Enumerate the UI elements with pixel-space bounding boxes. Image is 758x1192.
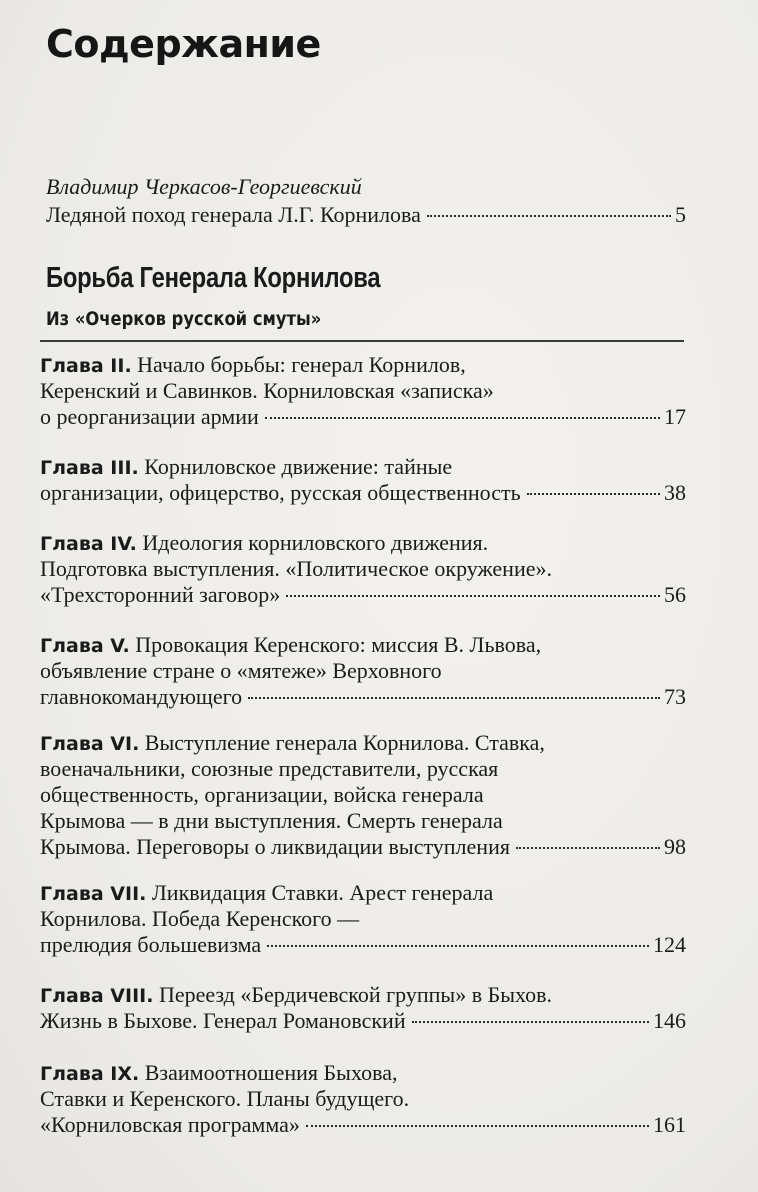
- chapter-label: Глава IV.: [40, 533, 137, 555]
- chapter-line: [40, 352, 686, 378]
- leader-dots: [306, 1125, 649, 1127]
- chapter-line: [40, 1112, 686, 1138]
- chapter-line: [40, 658, 686, 684]
- chapter-page-number: 124: [653, 932, 686, 957]
- intro-page-number: 5: [675, 202, 686, 227]
- chapter-line-text: [40, 880, 493, 905]
- chapter-title-text: Корниловское движение: тайные: [138, 454, 453, 479]
- chapter-page-number: 98: [664, 834, 686, 859]
- chapter-line-text: [40, 556, 552, 581]
- chapter-line: [40, 730, 686, 756]
- chapter-line: [40, 1086, 686, 1112]
- chapter-title-text: «Корниловская программа»: [40, 1112, 300, 1137]
- chapter-entry: [40, 632, 686, 710]
- chapter-label: Глава VIII.: [40, 985, 154, 1007]
- chapter-line-text: [40, 632, 541, 657]
- chapter-page-number: 146: [653, 1008, 686, 1033]
- chapter-title-text: Ставки и Керенского. Планы будущего.: [40, 1086, 410, 1111]
- chapter-title-text: общественность, организации, войска генерала: [40, 782, 484, 807]
- chapter-line: [40, 582, 686, 608]
- chapter-line: [40, 782, 686, 808]
- chapter-page-number: 73: [664, 684, 686, 709]
- chapter-line: [40, 684, 686, 710]
- chapter-title-text: прелюдия большевизма: [40, 932, 262, 957]
- chapter-label: Глава III.: [40, 457, 139, 479]
- chapter-title-text: Взаимоотношения Быхова,: [139, 1060, 398, 1085]
- chapter-line: [40, 1008, 686, 1034]
- chapter-entry: [40, 880, 686, 958]
- chapter-line-text: [40, 352, 466, 377]
- intro-author: Владимир Черкасов-Георгиевский: [46, 174, 362, 199]
- chapter-line: [40, 982, 686, 1008]
- chapter-line-text: [40, 1086, 409, 1111]
- chapter-title-text: Керенский и Савинков. Корниловская «записка»: [40, 378, 494, 403]
- chapter-line-text: [40, 404, 259, 430]
- chapter-line: [40, 556, 686, 582]
- chapter-line: [40, 530, 686, 556]
- chapter-line: [40, 632, 686, 658]
- chapter-page-number: 38: [664, 480, 686, 505]
- chapter-title-text: Ликвидация Ставки. Арест генерала: [146, 880, 494, 905]
- chapter-line-text: [40, 1112, 300, 1138]
- page-heading: Содержание: [46, 22, 321, 66]
- chapter-line: [40, 480, 686, 506]
- chapter-title-text: «Трехсторонний заговор»: [40, 582, 281, 607]
- chapter-title-text: объявление стране о «мятеже» Верховного: [40, 658, 442, 683]
- chapter-entry: [40, 982, 686, 1034]
- leader-dots: [427, 215, 671, 217]
- leader-dots: [248, 697, 660, 699]
- chapter-line-text: [40, 582, 280, 608]
- chapter-entry: [40, 730, 686, 860]
- chapter-line-text: [40, 756, 498, 781]
- chapter-title-text: Корнилова. Победа Керенского —: [40, 906, 360, 931]
- section-subtitle: Из «Очерков русской смуты»: [46, 308, 322, 330]
- intro-entry: [46, 202, 686, 228]
- chapter-line: [40, 454, 686, 480]
- chapter-line: [40, 834, 686, 860]
- chapter-title-text: Крымова. Переговоры о ликвидации выступления: [40, 834, 510, 859]
- chapter-line-text: [40, 932, 261, 958]
- chapter-title-text: организации, офицерство, русская общественность: [40, 480, 521, 505]
- chapter-line-text: [40, 906, 359, 931]
- chapter-line: [40, 880, 686, 906]
- leader-dots: [286, 595, 660, 597]
- chapter-line: [40, 756, 686, 782]
- leader-dots: [267, 945, 649, 947]
- chapter-label: Глава IX.: [40, 1063, 140, 1085]
- leader-dots: [265, 417, 660, 419]
- chapter-title-text: Провокация Керенского: миссия В. Львова,: [129, 632, 542, 657]
- chapter-entry: [40, 1060, 686, 1138]
- chapter-line: [40, 932, 686, 958]
- chapter-entry: [40, 530, 686, 608]
- chapter-page-number: 56: [664, 582, 686, 607]
- leader-dots: [516, 847, 660, 849]
- chapter-line-text: [40, 684, 242, 710]
- chapter-page-number: 17: [664, 404, 686, 429]
- chapter-line-text: [40, 530, 488, 555]
- chapter-line-text: [40, 834, 510, 860]
- chapter-title-text: Крымова — в дни выступления. Смерть генерала: [40, 808, 503, 833]
- chapter-label: Глава VI.: [40, 733, 140, 755]
- chapter-line: [40, 1060, 686, 1086]
- section-title: Борьба Генерала Корнилова: [46, 262, 381, 294]
- chapter-title-text: военачальники, союзные представители, русская: [40, 756, 499, 781]
- chapter-line-text: [40, 982, 552, 1007]
- chapter-title-text: Переезд «Бердичевской группы» в Быхов.: [153, 982, 553, 1007]
- leader-dots: [527, 493, 660, 495]
- chapter-label: Глава II.: [40, 355, 132, 377]
- chapter-line-text: [40, 454, 452, 479]
- chapter-line-text: [40, 480, 521, 506]
- chapter-line-text: [40, 1008, 406, 1034]
- chapter-title-text: Выступление генерала Корнилова. Ставка,: [139, 730, 545, 755]
- chapter-title-text: главнокомандующего: [40, 684, 243, 709]
- chapter-line-text: [40, 378, 494, 403]
- chapter-line-text: [40, 730, 545, 755]
- intro-title: Ледяной поход генерала Л.Г. Корнилова: [46, 202, 421, 227]
- chapter-title-text: Идеология корниловского движения.: [136, 530, 489, 555]
- leader-dots: [412, 1021, 649, 1023]
- chapter-entry: [40, 454, 686, 506]
- chapter-title-text: Начало борьбы: генерал Корнилов,: [131, 352, 466, 377]
- chapter-label: Глава V.: [40, 635, 130, 657]
- chapter-entry: [40, 352, 686, 430]
- chapter-label: Глава VII.: [40, 883, 147, 905]
- chapter-line-text: [40, 782, 484, 807]
- chapter-line-text: [40, 808, 503, 833]
- chapter-line-text: [40, 658, 442, 683]
- chapter-title-text: о реорганизации армии: [40, 404, 259, 429]
- chapter-title-text: Жизнь в Быхове. Генерал Романовский: [40, 1008, 406, 1033]
- chapter-line-text: [40, 1060, 397, 1085]
- chapter-line: [40, 906, 686, 932]
- section-divider: [40, 340, 684, 342]
- chapter-line: [40, 404, 686, 430]
- chapter-line: [40, 378, 686, 404]
- chapter-title-text: Подготовка выступления. «Политическое окружение».: [40, 556, 552, 581]
- chapter-page-number: 161: [653, 1112, 686, 1137]
- chapter-line: [40, 808, 686, 834]
